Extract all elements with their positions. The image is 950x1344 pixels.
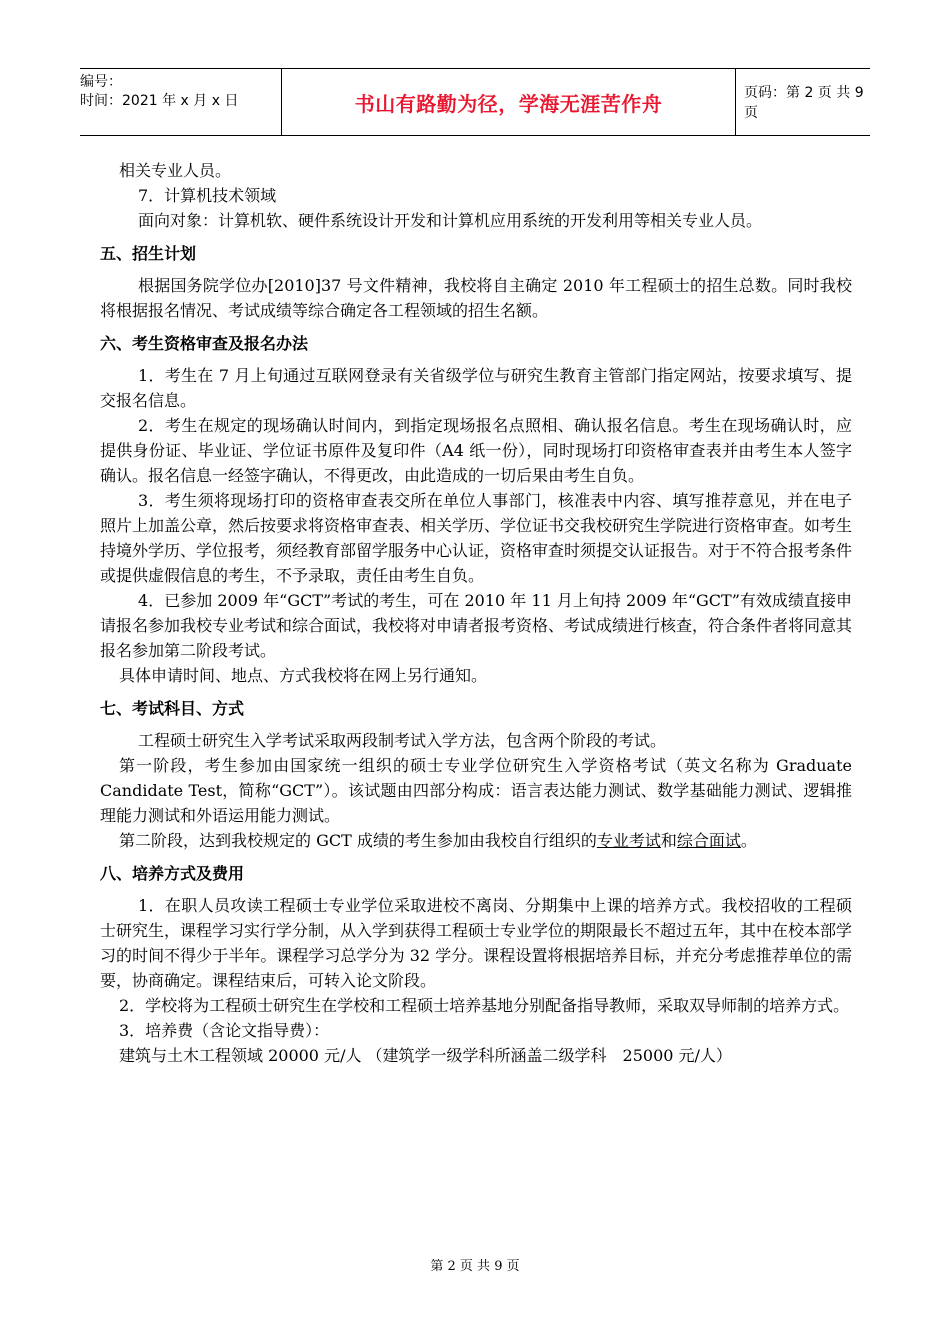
underlined-term: 综合面试 bbox=[676, 831, 741, 850]
paragraph: 工程硕士研究生入学考试采取两段制考试入学方法，包含两个阶段的考试。 bbox=[138, 731, 667, 750]
underlined-term: 专业考试 bbox=[596, 831, 661, 850]
paragraph: 4．已参加 2009 年“GCT”考试的考生，可在 2010 年 11 月上旬持 2009 年“GCT”有效成绩直接申请报名参加我校专业考试和综合面试，我校将对申请者报考资格、考试成绩进行核查，符合条件者将同意其报名参加第二阶段考试。 bbox=[100, 591, 853, 660]
section-heading: 八、培养方式及费用 bbox=[100, 864, 245, 883]
document-header bbox=[80, 68, 870, 136]
paragraph: 3．培养费（含论文指导费）： bbox=[119, 1021, 330, 1040]
section-heading: 六、考生资格审查及报名办法 bbox=[100, 334, 309, 353]
header-slogan: 书山有路勤为径，学海无涯苦作舟 bbox=[354, 91, 663, 116]
paragraph: 根据国务院学位办[2010]37 号文件精神，我校将自主确定 2010 年工程硕士的招生总数。同时我校将根据报名情况、考试成绩等综合确定各工程领域的招生名额。 bbox=[100, 276, 852, 320]
paragraph: 3．考生须将现场打印的资格审查表交所在单位人事部门，核准表中内容、填写推荐意见，并在电子照片上加盖公章，然后按要求将资格审查表、相关学历、学位证书交我校研究生学院进行资格审查。如考生持境外学历、学位报考，须经教育部留学服务中心认证，资格审查时须提交认证报告。对于不符合报考条件或提供虚假信息的考生，不予录取，责任由考生自负。 bbox=[100, 491, 853, 585]
document-body bbox=[100, 158, 852, 1068]
paragraph: 建筑与土木工程领域 20000 元/人 （建筑学一级学科所涵盖二级学科 25000 元/人） bbox=[119, 1046, 732, 1065]
paragraph: 面向对象：计算机软、硬件系统设计开发和计算机应用系统的开发利用等相关专业人员。 bbox=[138, 211, 763, 230]
paragraph: 7．计算机技术领域 bbox=[138, 186, 277, 205]
footer-page-number: 第 2 页 共 9 页 bbox=[430, 1259, 520, 1274]
page-footer bbox=[0, 1255, 950, 1274]
paragraph: 2．考生在规定的现场确认时间内，到指定现场报名点照相、确认报名信息。考生在现场确认时，应提供身份证、毕业证、学位证书原件及复印件（A4 纸一份），同时现场打印资格审查表并由考生本人签字确认。报名信息一经签字确认，不得更改，由此造成的一切后果由考生自负。 bbox=[100, 416, 852, 485]
paragraph: 相关专业人员。 bbox=[119, 161, 232, 180]
paragraph-text: 和 bbox=[660, 831, 677, 850]
document-date: 时间：2021 年 x 月 x 日 bbox=[80, 93, 239, 109]
paragraph: 1．考生在 7 月上旬通过互联网登录有关省级学位与研究生教育主管部门指定网站，按要求填写、提交报名信息。 bbox=[100, 366, 852, 410]
header-page-info: 页码：第 2 页 共 9 页 bbox=[744, 85, 864, 121]
document-number-label: 编号： bbox=[80, 74, 122, 90]
paragraph-text: 第二阶段，达到我校规定的 GCT 成绩的考生参加由我校自行组织的 bbox=[119, 831, 597, 850]
section-heading: 五、招生计划 bbox=[100, 244, 197, 263]
paragraph bbox=[100, 828, 852, 853]
paragraph: 具体申请时间、地点、方式我校将在网上另行通知。 bbox=[119, 666, 488, 685]
paragraph: 第一阶段，考生参加由国家统一组织的硕士专业学位研究生入学资格考试（英文名称为 Graduate Candidate Test，简称“GCT”）。该试题由四部分构成：语言表达能力测试、数学基础能力测试、逻辑推理能力测试和外语运用能力测试。 bbox=[100, 756, 852, 825]
paragraph: 2．学校将为工程硕士研究生在学校和工程硕士培养基地分别配备指导教师，采取双导师制的培养方式。 bbox=[119, 996, 850, 1015]
paragraph-text: 。 bbox=[740, 831, 757, 850]
paragraph: 1．在职人员攻读工程硕士专业学位采取进校不离岗、分期集中上课的培养方式。我校招收的工程硕士研究生，课程学习实行学分制，从入学到获得工程硕士专业学位的期限最长不超过五年，其中在校本部学习的时间不得少于半年。课程学习总学分为 32 学分。课程设置将根据培养目标，并充分考虑推荐单位的需要，协商确定。课程结束后，可转入论文阶段。 bbox=[100, 896, 853, 990]
header-slogan-cell bbox=[282, 69, 736, 135]
header-meta bbox=[80, 69, 282, 135]
section-heading: 七、考试科目、方式 bbox=[100, 699, 245, 718]
